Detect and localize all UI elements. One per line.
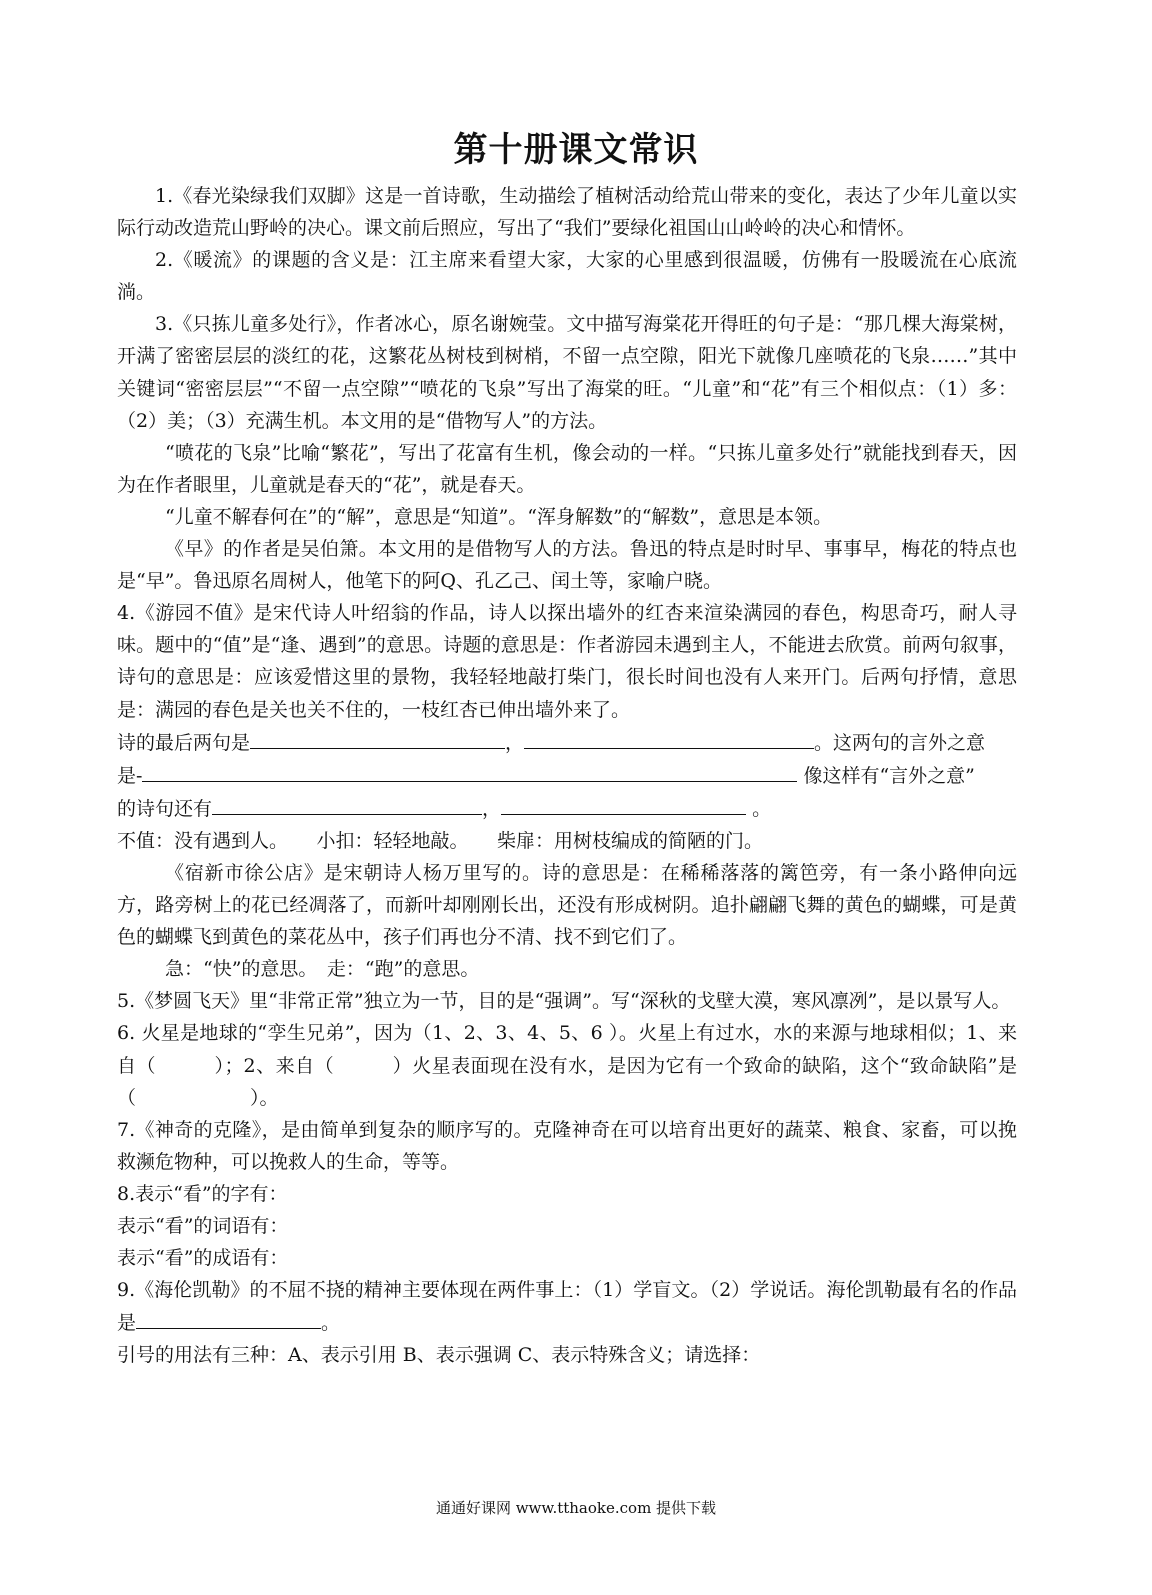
paragraph-12: 5.《梦圆飞天》里“非常正常”独立为一节，目的是“强调”。写“深秋的戈壁大漠，寒风凛冽”，是以景写人。: [117, 990, 1011, 1013]
page-footer: 通通好课网 www.tthaoke.com 提供下载: [435, 1499, 717, 1517]
paragraph-19: 引号的用法有三种：A、表示引用 B、表示强调 C、表示特殊含义；请选择：: [117, 1344, 761, 1367]
paragraph-3: 3.《只拣儿童多处行》，作者冰心，原名谢婉莹。文中描写海棠花开得旺的句子是：“那几棵大海棠树，开满了密密层层的淡红的花，这繁花丛树枝到树梢，不留一点空隙，阳光下就像几座喷花的飞泉……”其中关键词“密密层层”“不留一点空隙”“喷花的飞泉”写出了海棠的旺。“儿童”和“花”有三个相似点：（1）多：（2）美；（3）充满生机。本文用的是“借物写人”的方法。: [117, 313, 1017, 432]
fill-blank[interactable]: [212, 792, 482, 815]
document-body: [117, 180, 1017, 1371]
page-title: 第十册课文常识: [453, 130, 699, 170]
fill-prompt: 的诗句还有: [117, 797, 213, 820]
paragraph-5: “儿童不解春何在”的“解”，意思是“知道”。“浑身解数”的“解数”，意思是本领。: [165, 505, 833, 528]
punctuation: 。: [746, 797, 772, 820]
punctuation: ，: [482, 797, 502, 820]
punctuation: 。: [321, 1312, 341, 1335]
paragraph-13: 6. 火星是地球的“孪生兄弟”，因为（1、2、3、4、5、6 ）。火星上有过水，水的来源与地球相似；1、来自（ ）；2、来自（ ）火星表面现在没有水，是因为它有一个致命的缺陷，这个“致命缺陷”是（ ）。: [117, 1022, 1017, 1109]
fill-blank[interactable]: [250, 726, 505, 749]
paragraph-8-line-2: [117, 759, 1017, 792]
fill-prompt: 诗的最后两句是: [117, 731, 251, 754]
paragraph-8-line-1: [117, 726, 1017, 759]
fill-blank[interactable]: [524, 726, 814, 749]
paragraph-15: 8.表示“看”的字有：: [117, 1182, 288, 1205]
fill-blank[interactable]: [501, 792, 746, 815]
paragraph-16: 表示“看”的词语有：: [117, 1215, 289, 1237]
paragraph-10: 《宿新市徐公店》是宋朝诗人杨万里写的。诗的意思是：在稀稀落落的篱笆旁，有一条小路伸向远方，路旁树上的花已经凋落了，而新叶却刚刚长出，还没有形成树阴。追扑翩翩飞舞的黄色的蝴蝶，可是黄色的蝴蝶飞到黄色的菜花丛中，孩子们再也分不清、找不到它们了。: [117, 861, 1017, 949]
fill-blank[interactable]: [142, 759, 797, 782]
paragraph-7: 4.《游园不值》是宋代诗人叶绍翁的作品，诗人以探出墙外的红杏来渲染满园的春色，构思奇巧，耐人寻味。题中的“值”是“逢、遇到”的意思。诗题的意思是：作者游园未遇到主人，不能进去欣赏。前两句叙事，诗句的意思是：应该爱惜这里的景物，我轻轻地敲打柴门，很长时间也没有人来开门。后两句抒情，意思是：满园的春色是关也关不住的，一枝红杏已伸出墙外来了。: [117, 602, 1017, 721]
fill-prompt: 9.《海伦凯勒》的不屈不挠的精神主要体现在两件事上：（1）学盲文。（2）学说话。海伦凯勒最有名的作品是: [117, 1279, 1017, 1335]
paragraph-11: 急：“快”的意思。 走：“跑”的意思。: [165, 958, 480, 981]
paragraph-9: 不值：没有遇到人。 小扣：轻轻地敲。 柴扉：用树枝编成的简陋的门。: [117, 829, 764, 852]
paragraph-14: 7.《神奇的克隆》，是由简单到复杂的顺序写的。克隆神奇在可以培育出更好的蔬菜、粮食、家畜，可以挽救濒危物种，可以挽救人的生命，等等。: [117, 1118, 1017, 1173]
paragraph-4: “喷花的飞泉”比喻“繁花”，写出了花富有生机，像会动的一样。“只拣儿童多处行”就能找到春天，因为在作者眼里，儿童就是春天的“花”，就是春天。: [117, 441, 1017, 496]
paragraph-6: 《早》的作者是吴伯箫。本文用的是借物写人的方法。鲁迅的特点是时时早、事事早，梅花的特点也是“早”。鲁迅原名周树人，他笔下的阿Q、孔乙己、闰土等，家喻户晓。: [117, 538, 1017, 593]
fill-prompt: 。这两句的言外之意: [814, 731, 986, 754]
paragraph-8-line-3: [117, 792, 1017, 825]
paragraph-2: 2.《暖流》的课题的含义是：江主席来看望大家，大家的心里感到很温暖，仿佛有一股暖流在心底流淌。: [117, 249, 1017, 304]
paragraph-18: [117, 1274, 1017, 1339]
fill-prompt: 是-: [117, 764, 143, 787]
paragraph-17: 表示“看”的成语有：: [117, 1247, 289, 1270]
punctuation: ，: [505, 731, 525, 754]
fill-blank[interactable]: [136, 1306, 321, 1329]
fill-prompt: 像这样有“言外之意”: [797, 764, 975, 787]
paragraph-1: 1.《春光染绿我们双脚》这是一首诗歌，生动描绘了植树活动给荒山带来的变化，表达了少年儿童以实际行动改造荒山野岭的决心。课文前后照应，写出了“我们”要绿化祖国山山岭岭的决心和情怀。: [117, 185, 1017, 240]
